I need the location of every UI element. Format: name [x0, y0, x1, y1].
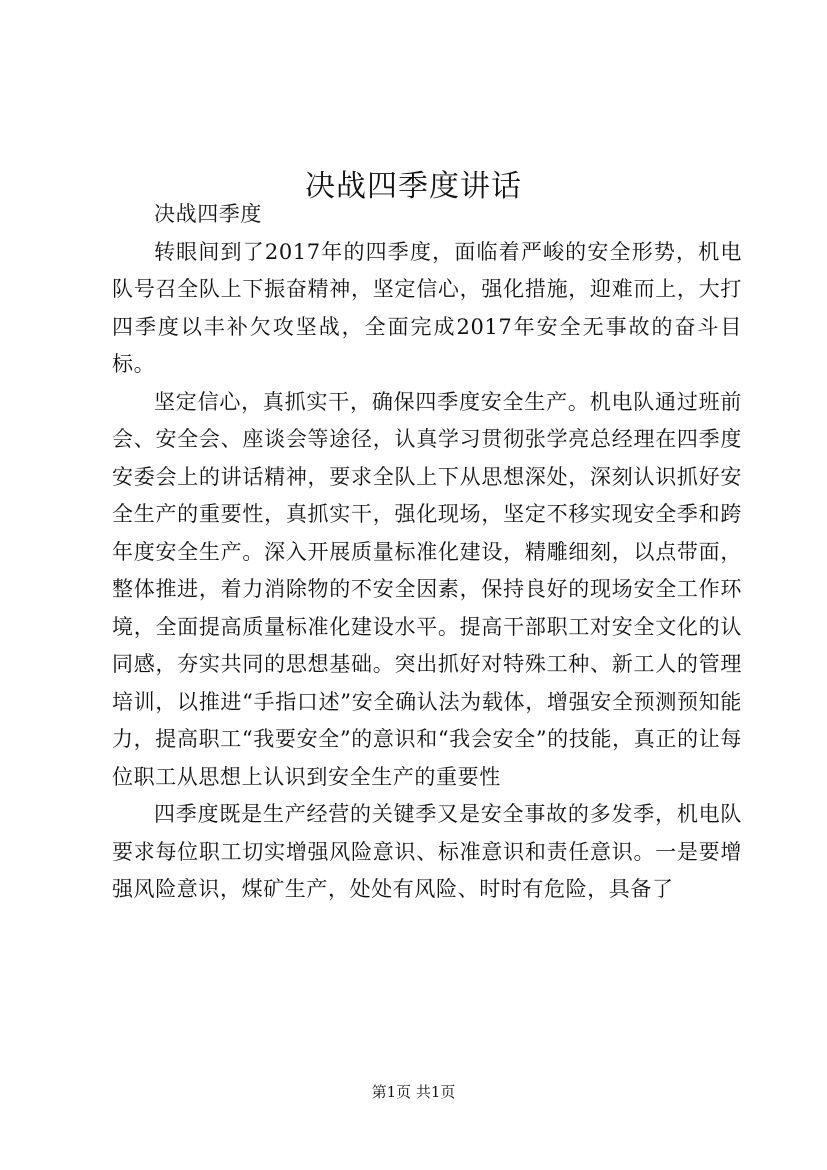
paragraph-intro: 转眼间到了2017年的四季度，面临着严峻的安全形势，机电队号召全队上下振奋精神，坚定信心，强化措施，迎难而上，大打四季度以丰补欠攻坚战，全面完成2017年安全无事故的奋斗目标。 [112, 239, 742, 376]
paragraph-risk-awareness: 四季度既是生产经营的关键季又是安全事故的多发季，机电队要求每位职工切实增强风险意识、标准意识和责任意识。一是要增强风险意识，煤矿生产，处处有风险、时时有危险，具备了 [112, 802, 742, 901]
paragraph-safety-production: 坚定信心，真抓实干，确保四季度安全生产。机电队通过班前会、安全会、座谈会等途径，认真学习贯彻张学亮总经理在四季度安委会上的讲话精神，要求全队上下从思想深处，深刻认识抓好安全生产的重要性，真抓实干，强化现场，坚定不移实现安全季和跨年度安全生产。深入开展质量标准化建设，精雕细刻，以点带面，整体推进，着力消除物的不安全因素，保持良好的现场安全工作环境，全面提高质量标准化建设水平。提高干部职工对安全文化的认同感，夯实共同的思想基础。突出抓好对特殊工种、新工人的管理培训，以推进“手指口述”安全确认法为载体，增强安全预测预知能力，提高职工“我要安全”的意识和“我会安全”的技能，真正的让每位职工从思想上认识到安全生产的重要性 [112, 389, 742, 789]
document-body [112, 196, 742, 909]
paragraph-subtitle: 决战四季度 [154, 202, 262, 226]
document-title: 决战四季度讲话 [305, 169, 522, 205]
page-number-footer: 第1页 共1页 [371, 1083, 456, 1101]
